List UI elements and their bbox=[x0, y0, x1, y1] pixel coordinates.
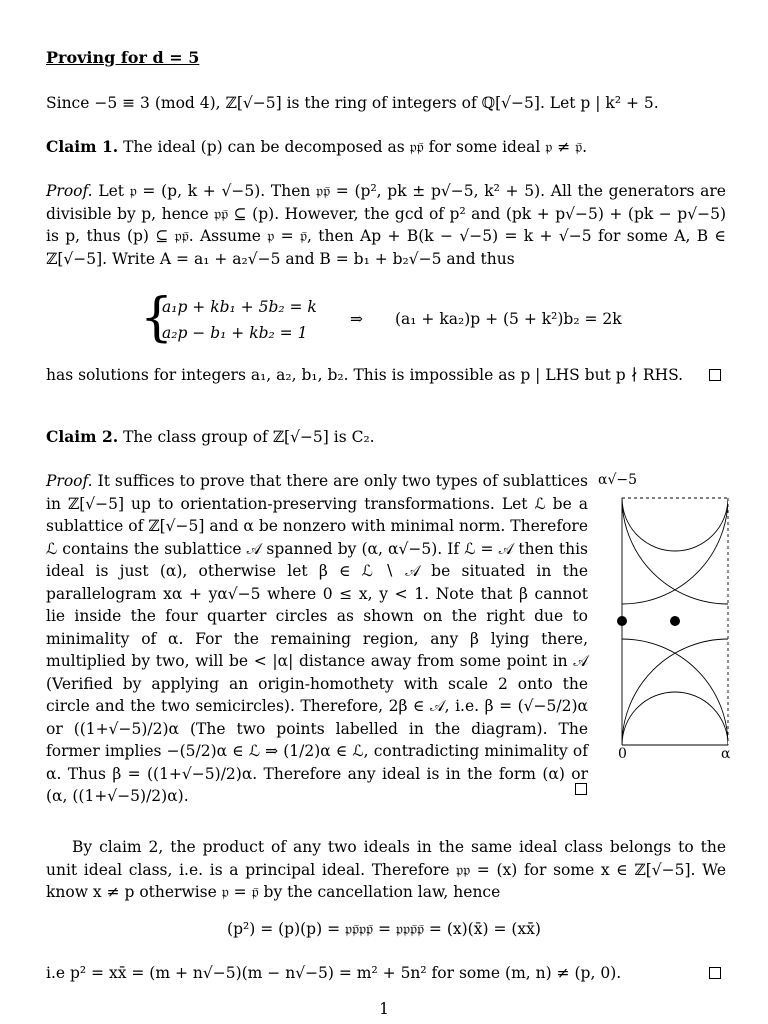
proof-2-text: It suffices to prove that there are only two types of sublattices in ℤ[√−5] up to orientation-preserving transformations. Let ℒ be a sublattice of ℤ[√−5] and α be nonzero with minimal norm. Therefore ℒ contains the sublattice 𝒜 spanned by (α, α√−5). If ℒ = 𝒜 then this ideal is just (α), otherwise let β ∈ ℒ ∖ 𝒜 be situated in the parallelogram xα + yα√−5 where 0 ≤ x, y < 1. Note that β cannot lie inside the four quarter circles as shown on the right due to minimality of α. For the remaining region, any β lying there, multiplied by two, will be < |α| distance away from some point in 𝒜 (Verified by applying an origin-homothety with scale 2 onto the circle and the two semicircles). Therefore, 2β ∈ 𝒜, i.e. β = (√−5/2)α or ((1+√−5)/2)α (The two points labelled in the diagram). The former implies −(5/2)α ∈ ℒ ⇒ (1/2)α ∈ ℒ, contradicting minimality of α. Thus β = ((1+√−5)/2)α. Therefore any ideal is in the form (α) or (α, ((1+√−5)/2)α). bbox=[46, 472, 588, 805]
proof-1 bbox=[46, 180, 726, 270]
diagram-label-top: α√−5 bbox=[598, 472, 638, 488]
qed-box-icon bbox=[709, 967, 721, 979]
display-equation: (p²) = (p)(p) = 𝔭𝔭̄𝔭𝔭̄ = 𝔭𝔭𝔭̄𝔭̄ = (x)(x̄) = (xx̄) bbox=[227, 920, 541, 938]
implies-arrow: ⇒ bbox=[350, 310, 363, 328]
lattice-diagram bbox=[590, 468, 768, 768]
proof-2-label: Proof. bbox=[46, 472, 93, 490]
section-heading: Proving for d = 5 bbox=[46, 48, 200, 67]
semicircle-bottom bbox=[622, 692, 731, 768]
qed-box-icon bbox=[709, 369, 721, 381]
equation-system bbox=[140, 288, 660, 352]
final-line: i.e p² = xx̄ = (m + n√−5)(m − n√−5) = m² + 5n² for some (m, n) ≠ (p, 0). bbox=[46, 964, 622, 982]
proof-1-text: Let 𝔭 = (p, k + √−5). Then 𝔭𝔭̄ = (p², pk ± p√−5, k² + 5). All the generators are divisible by p, hence 𝔭𝔭̄ ⊆ (p). However, the gcd of p² and (pk + p√−5) + (pk − p√−5) is p, thus (p) ⊆ 𝔭𝔭̄. Assume 𝔭 = 𝔭̄, then Ap + B(k − √−5) = k + √−5 for some A, B ∈ ℤ[√−5]. Write A = a₁ + a₂√−5 and B = b₁ + b₂√−5 and thus bbox=[46, 182, 726, 268]
system-result: (a₁ + ka₂)p + (5 + k²)b₂ = 2k bbox=[395, 310, 622, 328]
quarter-circle-top-left bbox=[590, 468, 728, 604]
lattice-diagram-svg bbox=[590, 468, 768, 768]
claim-1 bbox=[46, 136, 726, 159]
claim-2 bbox=[46, 426, 726, 449]
quarter-circle-alpha bbox=[622, 639, 768, 768]
claim-1-text: The ideal (p) can be decomposed as 𝔭𝔭̄ for some ideal 𝔭 ≠ 𝔭̄. bbox=[123, 138, 588, 156]
after-system-text: has solutions for integers a₁, a₂, b₁, b₂. This is impossible as p | LHS but p ∤ RHS. bbox=[46, 366, 684, 384]
system-equation-1: a₁p + kb₁ + 5b₂ = k bbox=[162, 298, 317, 316]
claim-2-text: The class group of ℤ[√−5] is C₂. bbox=[123, 428, 375, 446]
semicircle-top bbox=[622, 468, 728, 551]
system-equation-2: a₂p − b₁ + kb₂ = 1 bbox=[162, 324, 308, 342]
claim-2-label: Claim 2. bbox=[46, 427, 119, 446]
diagram-label-origin: 0 bbox=[618, 746, 627, 762]
proof-1-label: Proof. bbox=[46, 182, 93, 200]
diagram-label-alpha: α bbox=[721, 746, 731, 762]
system-brace: { bbox=[140, 288, 174, 348]
page-number: 1 bbox=[379, 1000, 389, 1018]
proof-2 bbox=[46, 470, 588, 808]
paragraph-3: By claim 2, the product of any two ideals in the same ideal class belongs to the unit ideal class, i.e. is a principal ideal. Therefore 𝔭𝔭 = (x) for some x ∈ ℤ[√−5]. We know x ≠ p otherwise 𝔭 = 𝔭̄ by the cancellation law, hence bbox=[46, 838, 726, 901]
point-one-plus-sqrt-minus-5-half bbox=[670, 616, 680, 626]
qed-box-icon bbox=[575, 783, 587, 795]
quarter-circle-top-right bbox=[622, 468, 768, 604]
intro-line: Since −5 ≡ 3 (mod 4), ℤ[√−5] is the ring of integers of ℚ[√−5]. Let p | k² + 5. bbox=[46, 94, 659, 112]
point-half-sqrt-minus-5 bbox=[617, 616, 627, 626]
claim-1-label: Claim 1. bbox=[46, 137, 119, 156]
